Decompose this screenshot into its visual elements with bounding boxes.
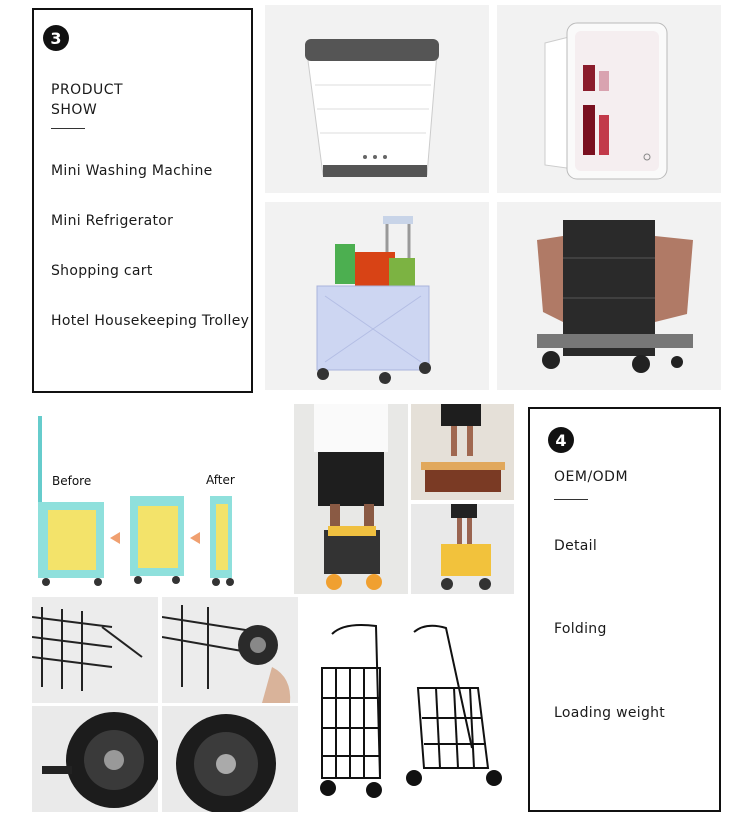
heading-divider (51, 128, 85, 129)
product-item-refrigerator: Mini Refrigerator (51, 213, 174, 229)
standing-on-cart-image (411, 504, 514, 594)
product-show-panel (32, 8, 253, 393)
oem-odm-panel (528, 407, 721, 812)
heading-line-2: SHOW (51, 102, 98, 118)
heading-line-1: PRODUCT (51, 82, 124, 98)
product-item-washing-machine: Mini Washing Machine (51, 163, 213, 179)
wheel-detail-image-2 (32, 706, 158, 812)
washing-machine-image (265, 5, 489, 193)
basket-detail-image-1 (32, 597, 158, 703)
oem-item-detail: Detail (554, 538, 598, 554)
wheel-detail-image-1 (162, 597, 298, 703)
folding-demo-image (34, 404, 284, 592)
mini-refrigerator-image (497, 5, 721, 193)
oem-odm-heading: OEM/ODM (554, 469, 629, 485)
shopping-cart-image (265, 202, 489, 390)
heading-divider (554, 499, 588, 500)
product-item-shopping-cart: Shopping cart (51, 263, 153, 279)
wire-shopping-carts-image (302, 608, 516, 812)
product-show-heading (51, 80, 123, 120)
wheel-detail-image-3 (162, 706, 298, 812)
section-number-badge: 3 (43, 25, 69, 51)
stair-climbing-cart-image (294, 404, 408, 594)
oem-item-folding: Folding (554, 621, 607, 637)
after-label: After (206, 473, 235, 487)
oem-item-loading-weight: Loading weight (554, 705, 666, 721)
housekeeping-trolley-image (497, 202, 721, 390)
before-label: Before (52, 474, 92, 488)
bench-step-image (411, 404, 514, 500)
section-number-badge: 4 (548, 427, 574, 453)
product-item-housekeeping-trolley: Hotel Housekeeping Trolley (51, 313, 250, 329)
